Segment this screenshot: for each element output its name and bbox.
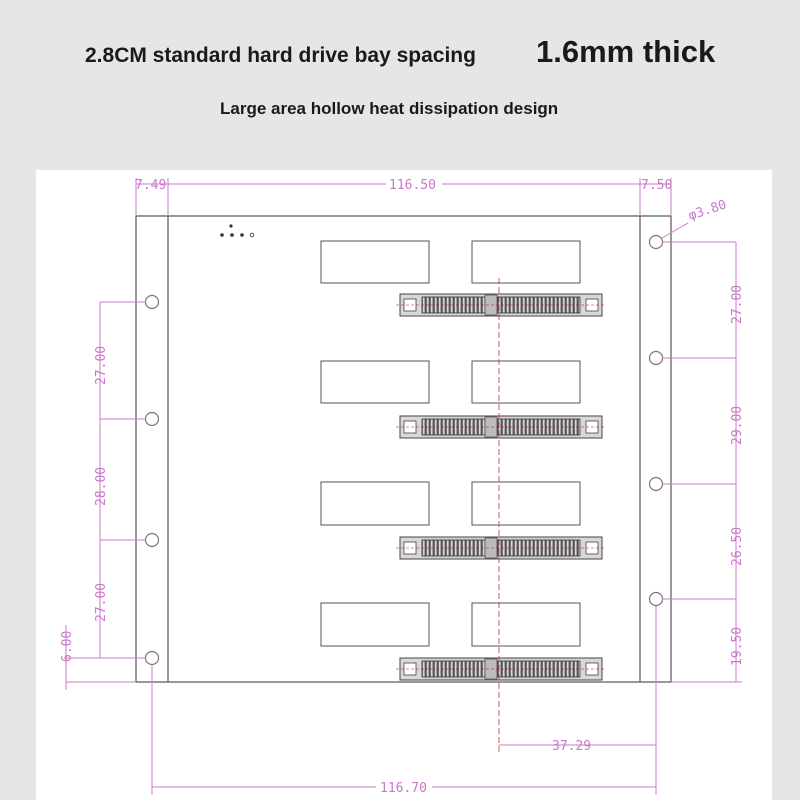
dim-left-flange: 7.49 bbox=[135, 178, 167, 193]
drawing-svg bbox=[36, 170, 772, 800]
sata-connector-2 bbox=[396, 416, 606, 438]
dim-right-spacing-1: 27.00 bbox=[730, 284, 745, 324]
mount-hole-left-1 bbox=[146, 296, 159, 309]
led-markers bbox=[220, 224, 254, 236]
led-dot bbox=[230, 233, 234, 237]
dim-right-spacing-2: 29.00 bbox=[730, 405, 745, 445]
led-dot-open bbox=[250, 233, 254, 237]
led-dot bbox=[220, 233, 224, 237]
dim-left-spacing-2: 28.00 bbox=[94, 466, 109, 506]
dim-left-spacing-3: 27.00 bbox=[94, 582, 109, 622]
dim-hole-span: 116.70 bbox=[380, 781, 427, 796]
vent-slot bbox=[321, 482, 429, 525]
thickness-caption: 1.6mm thick bbox=[536, 34, 716, 69]
mount-hole-left-2 bbox=[146, 413, 159, 426]
heat-dissipation-caption: Large area hollow heat dissipation design bbox=[220, 99, 559, 118]
led-dot bbox=[240, 233, 244, 237]
dim-left-spacing-1: 27.00 bbox=[94, 345, 109, 385]
hole-leader bbox=[662, 223, 688, 238]
vent-slot bbox=[472, 361, 580, 403]
sata-connector-3 bbox=[396, 537, 606, 559]
vent-slot bbox=[321, 361, 429, 403]
dim-hole-diameter: φ3.80 bbox=[686, 197, 729, 224]
mount-hole-right-3 bbox=[650, 478, 663, 491]
mount-hole-right-1 bbox=[650, 236, 663, 249]
vent-slot bbox=[472, 603, 580, 646]
vent-slot bbox=[472, 241, 580, 283]
bay-spacing-caption: 2.8CM standard hard drive bay spacing bbox=[85, 44, 476, 67]
dim-right-bottom-offset: 19.50 bbox=[730, 626, 745, 666]
led-dot-top bbox=[229, 224, 232, 227]
vent-slot bbox=[321, 603, 429, 646]
dim-board-width: 116.50 bbox=[389, 178, 436, 193]
technical-drawing bbox=[36, 170, 772, 800]
mount-hole-left-4 bbox=[146, 652, 159, 665]
vent-slot bbox=[321, 241, 429, 283]
sata-connector-4 bbox=[396, 658, 606, 680]
mount-hole-right-4 bbox=[650, 593, 663, 606]
mount-hole-right-2 bbox=[650, 352, 663, 365]
dim-connector-offset: 37.29 bbox=[552, 739, 592, 754]
mount-hole-left-3 bbox=[146, 534, 159, 547]
dim-left-bottom-offset: 6.00 bbox=[60, 630, 75, 662]
dim-right-spacing-3: 26.50 bbox=[730, 526, 745, 566]
vent-slot bbox=[472, 482, 580, 525]
sata-connector-1 bbox=[396, 294, 606, 316]
dim-right-flange: 7.50 bbox=[641, 178, 673, 193]
